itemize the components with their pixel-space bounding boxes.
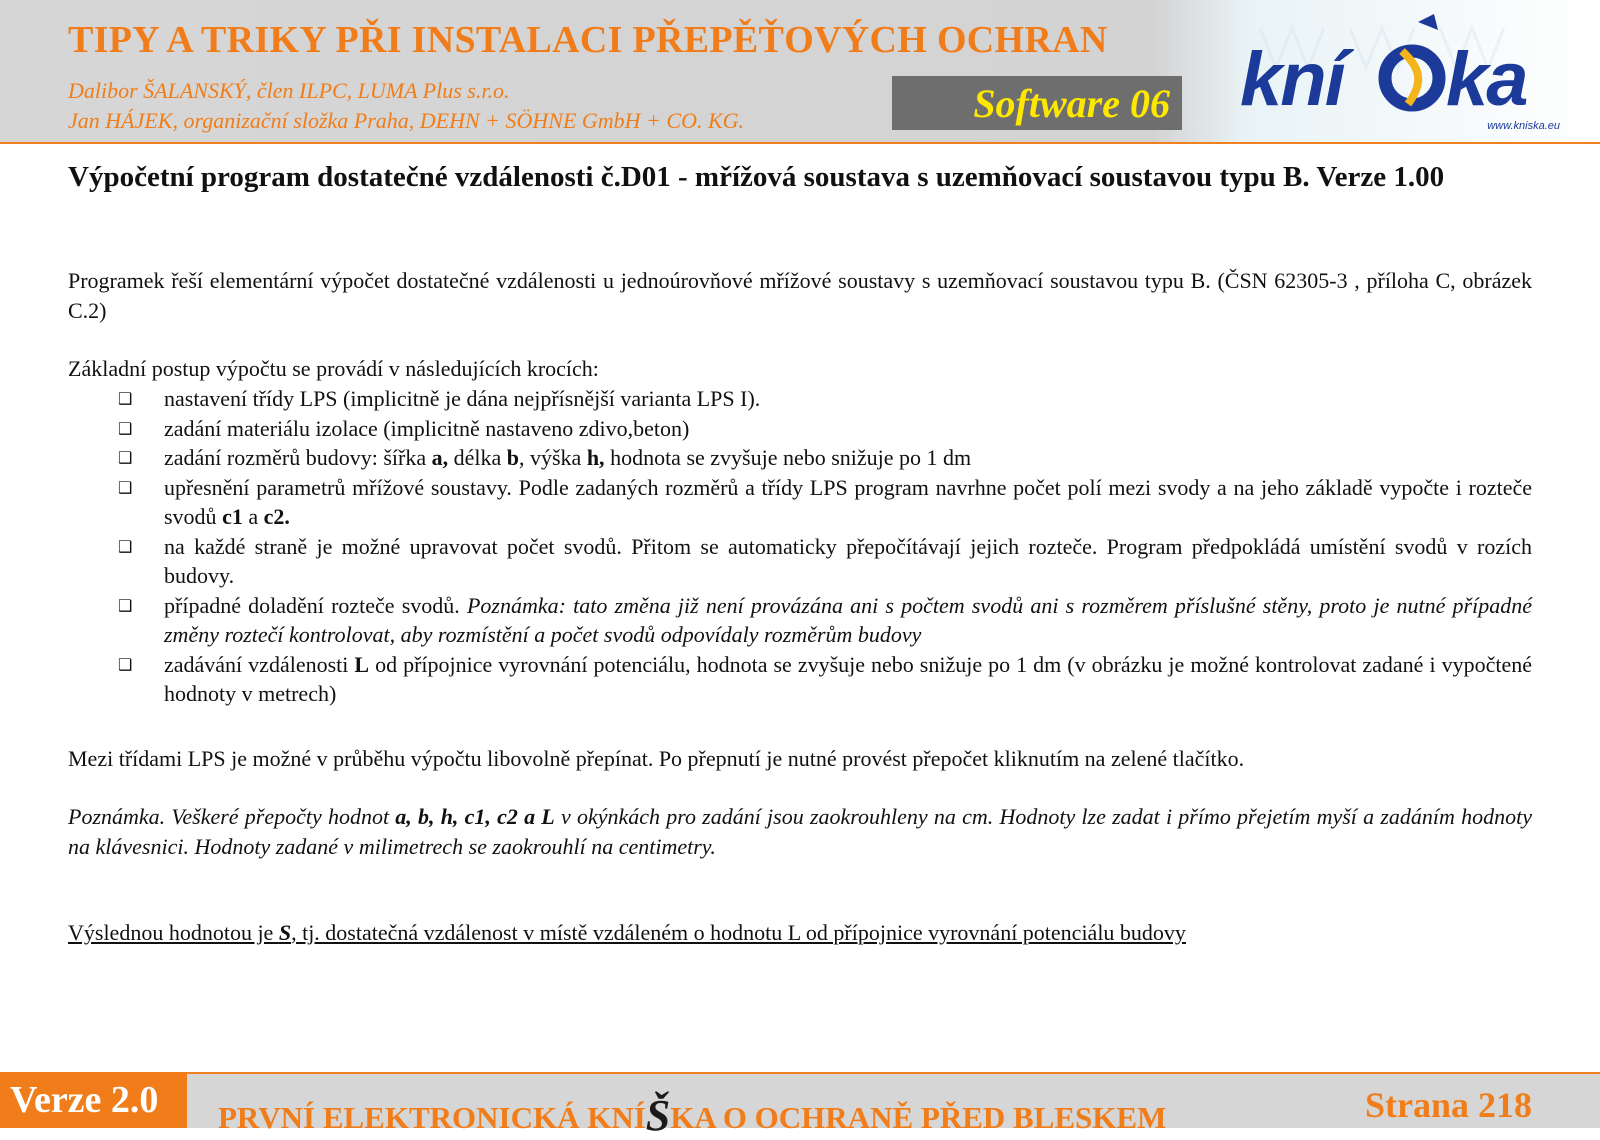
steps-list — [118, 384, 1532, 709]
page-title: TIPY A TRIKY PŘI INSTALACI PŘEPĚŤOVÝCH OCHRAN — [68, 19, 1108, 61]
result-paragraph: Výslednou hodnotou je S, tj. dostatečná vzdálenost v místě vzdáleném o hodnotu L od přípojnice vyrovnání potenciálu budovy — [68, 920, 1186, 945]
intro-paragraph: Programek řeší elementární výpočet dostatečné vzdálenosti u jednoúrovňové mřížové soustavy s uzemňovací soustavou typu B. (ČSN 62305-3 , příloha C, obrázek C.2) — [68, 268, 1532, 323]
author-line-1: Dalibor ŠALANSKÝ, člen ILPC, LUMA Plus s.r.o. — [68, 78, 510, 103]
author-line-2: Jan HÁJEK, organizační složka Praha, DEHN + SÖHNE GmbH + CO. KG. — [68, 108, 745, 133]
document-heading: Výpočetní program dostatečné vzdálenosti č.D01 - mřížová soustava s uzemňovací soustavou typu B. Verze 1.00 — [68, 161, 1445, 193]
rounding-note: Poznámka. Veškeré přepočty hodnot a, b, h, c1, c2 a L v okýnkách pro zadání jsou zaokrouhleny na cm. Hodnoty lze zadat i přímo přejetím myší a zadáním hodnoty na klávesnici. Hodnoty zadané v milimetrech se zaokrouhlí na centimetry. — [68, 804, 1532, 859]
list-item: ❑ nastavení třídy LPS (implicitně je dána nejpřísnější varianta LPS I). — [118, 384, 1532, 414]
software-badge — [892, 76, 1182, 130]
list-item: ❑ případné doladění rozteče svodů. Poznámka: tato změna již není provázána ani s počtem svodů ani s rozměrem příslušné stěny, proto je nutné případné změny roztečí kontrolovat, aby rozmístění a počet svodů odpovídaly rozměrům budovy — [118, 592, 1532, 647]
footer-title: PRVNÍ ELEKTRONICKÁ KNÍŠKA O OCHRANĚ PŘED BLESKEM — [218, 1091, 1167, 1140]
software-badge-label: Software 06 — [973, 81, 1170, 126]
logo-text-left: kní — [1240, 37, 1344, 122]
kniska-logo — [1240, 8, 1570, 136]
logo-text-right: ka — [1446, 37, 1527, 122]
footer-divider — [0, 1072, 1600, 1074]
version-label: Verze 2.0 — [10, 1079, 159, 1121]
document-body — [68, 160, 1532, 945]
version-badge — [0, 1072, 187, 1128]
checkbox-bullet-icon: ❑ — [118, 477, 133, 497]
list-item: ❑ na každé straně je možné upravovat počet svodů. Přitom se automaticky přepočítávají jejich rozteče. Program předpokládá umístění svodů v rozích budovy. — [118, 533, 1532, 588]
checkbox-bullet-icon: ❑ — [118, 654, 133, 674]
lps-switch-paragraph: Mezi třídami LPS je možné v průběhu výpočtu libovolně přepínat. Po přepnutí je nutné provést přepočet kliknutím na zelené tlačítko. — [68, 746, 1245, 771]
checkbox-bullet-icon: ❑ — [118, 418, 133, 438]
checkbox-bullet-icon: ❑ — [118, 536, 133, 556]
checkbox-bullet-icon: ❑ — [118, 389, 133, 408]
steps-intro: Základní postup výpočtu se provádí v následujících krocích: — [68, 356, 599, 381]
checkbox-bullet-icon: ❑ — [118, 595, 133, 615]
page-number: Strana 218 — [1364, 1085, 1532, 1125]
list-item: ❑ zadání materiálu izolace (implicitně nastaveno zdivo,beton) — [118, 414, 1532, 444]
header-divider — [0, 142, 1600, 144]
logo-url: www.kniska.eu — [1487, 120, 1560, 132]
list-item: ❑ zadání rozměrů budovy: šířka a, délka b, výška h, hodnota se zvyšuje nebo snižuje po 1 dm — [118, 443, 1532, 473]
list-item: ❑ upřesnění parametrů mřížové soustavy. Podle zadaných rozměrů a třídy LPS program navrhne počet polí mezi svody a na jeho základě vypočte i rozteče svodů c1 a c2. — [118, 474, 1532, 529]
list-item: ❑ zadávání vzdálenosti L od přípojnice vyrovnání potenciálu, hodnota se zvyšuje nebo snižuje po 1 dm (v obrázku je možné kontrolovat zadané i vypočtené hodnoty v metrech) — [118, 651, 1532, 706]
checkbox-bullet-icon: ❑ — [118, 448, 133, 467]
